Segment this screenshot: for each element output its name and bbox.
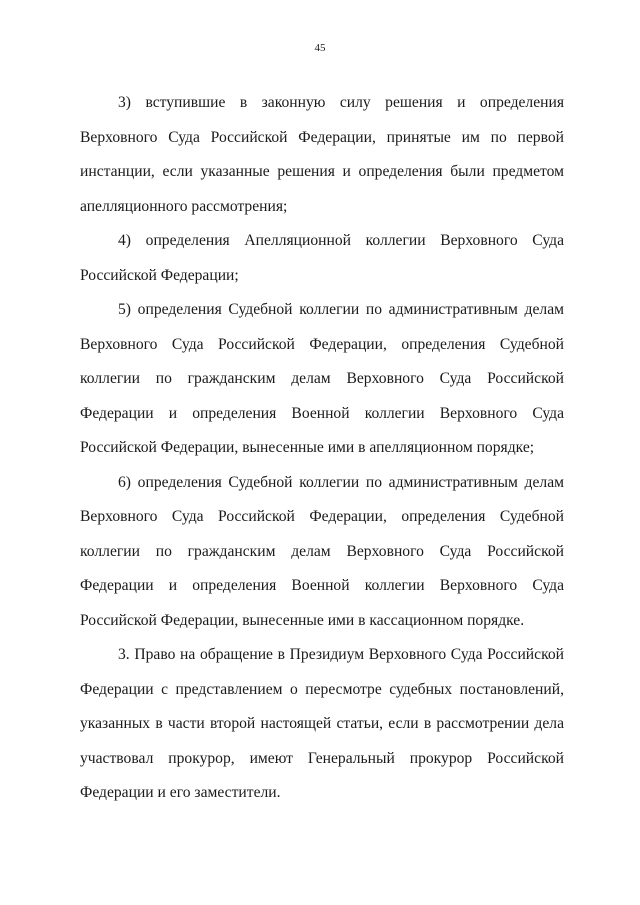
paragraph-item-4: 4) определения Апелляционной коллегии Верховного Суда Российской Федерации;	[80, 232, 564, 284]
paragraph-item-6: 6) определения Судебной коллегии по административным делам Верховного Суда Российской Федерации, определения Судебной коллегии по гражданским делам Верховного Суда Российской Федерации и определения Военной коллегии Верховного Суда Российской Федерации, вынесенные ими в кассационном порядке.	[80, 473, 564, 629]
paragraph-item-3: 3) вступившие в законную силу решения и определения Верховного Суда Российской Федерации, принятые им по первой инстанции, если указанные решения и определения были предметом апелляционного рассмотрения;	[80, 94, 564, 215]
paragraph-item-5: 5) определения Судебной коллегии по административным делам Верховного Суда Российской Федерации, определения Судебной коллегии по гражданским делам Верховного Суда Российской Федерации и определения Военной коллегии Верховного Суда Российской Федерации, вынесенные ими в апелляционном порядке;	[80, 301, 564, 456]
paragraph-part-3: 3. Право на обращение в Президиум Верховного Суда Российской Федерации с представлением о пересмотре судебных постановлений, указанных в части второй настоящей статьи, если в рассмотрении дела участвовал прокурор, имеют Генеральный прокурор Российской Федерации и его заместители.	[80, 646, 564, 801]
document-body	[80, 86, 564, 811]
page-number: 45	[314, 42, 326, 54]
